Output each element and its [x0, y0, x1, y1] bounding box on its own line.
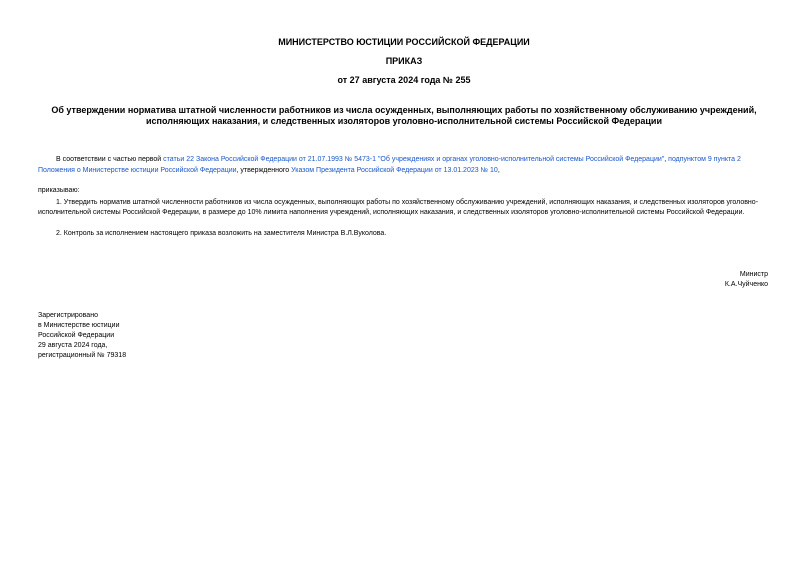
- ministry-heading: МИНИСТЕРСТВО ЮСТИЦИИ РОССИЙСКОЙ ФЕДЕРАЦИИ: [278, 37, 530, 47]
- preamble-text: , утвержденного: [236, 167, 292, 174]
- order-date: от 27 августа 2024 года № 255: [337, 75, 471, 85]
- item-2: 2. Контроль за исполнением настоящего приказа возложить на заместителя Министра В.Л.Вуколова.: [56, 230, 387, 237]
- preamble-text: В соответствии с частью первой: [56, 156, 164, 163]
- registration-number: регистрационный № 79318: [38, 352, 127, 359]
- order-title-line-1: Об утверждении норматива штатной численности работников из числа осужденных, выполняющих работы по хозяйственному обслуживанию учреждений,: [51, 105, 757, 115]
- preamble-line-1: [56, 155, 741, 165]
- preamble-text: ,: [664, 156, 669, 163]
- ordering-word: приказываю:: [38, 187, 80, 194]
- registration-line: Российской Федерации: [38, 332, 115, 339]
- document-page: [38, 0, 770, 571]
- preamble-text: ,: [497, 167, 500, 174]
- signatory-position: Министр: [739, 271, 768, 278]
- subparagraph-link[interactable]: подпунктом 9 пункта 2: [668, 156, 741, 163]
- ministry-regulation-link[interactable]: Положения о Министерстве юстиции Российской Федерации: [38, 167, 237, 174]
- preamble-line-2: [38, 166, 500, 176]
- presidential-decree-link[interactable]: Указом Президента Российской Федерации от 13.01.2023 № 10: [291, 167, 498, 174]
- registration-line: Зарегистрировано: [38, 312, 98, 319]
- registration-date: 29 августа 2024 года,: [38, 342, 108, 349]
- item-1-line-2: исполнительной системы Российской Федерации, в размере до 10% лимита наполнения учреждений, исполняющих наказания, и следственных изоляторов уголовно-исполнительной системы Российской Федерации.: [38, 209, 745, 216]
- registration-line: в Министерстве юстиции: [38, 322, 120, 329]
- item-1-line-1: 1. Утвердить норматив штатной численности работников из числа осужденных, выполняющих работы по хозяйственному обслуживанию учреждений, исполняющих наказания, и следственных изоляторов уголовно-: [56, 199, 759, 206]
- law-article-link[interactable]: статьи 22 Закона Российской Федерации от 21.07.1993 № 5473-1 "Об учреждениях и органах уголовно-исполнительной системы Российской Федерации": [163, 156, 665, 163]
- signatory-name: К.А.Чуйченко: [724, 281, 768, 288]
- order-title-line-2: исполняющих наказания, и следственных изоляторов уголовно-исполнительной системы Российской Федерации: [146, 116, 662, 126]
- order-heading: ПРИКАЗ: [385, 56, 423, 66]
